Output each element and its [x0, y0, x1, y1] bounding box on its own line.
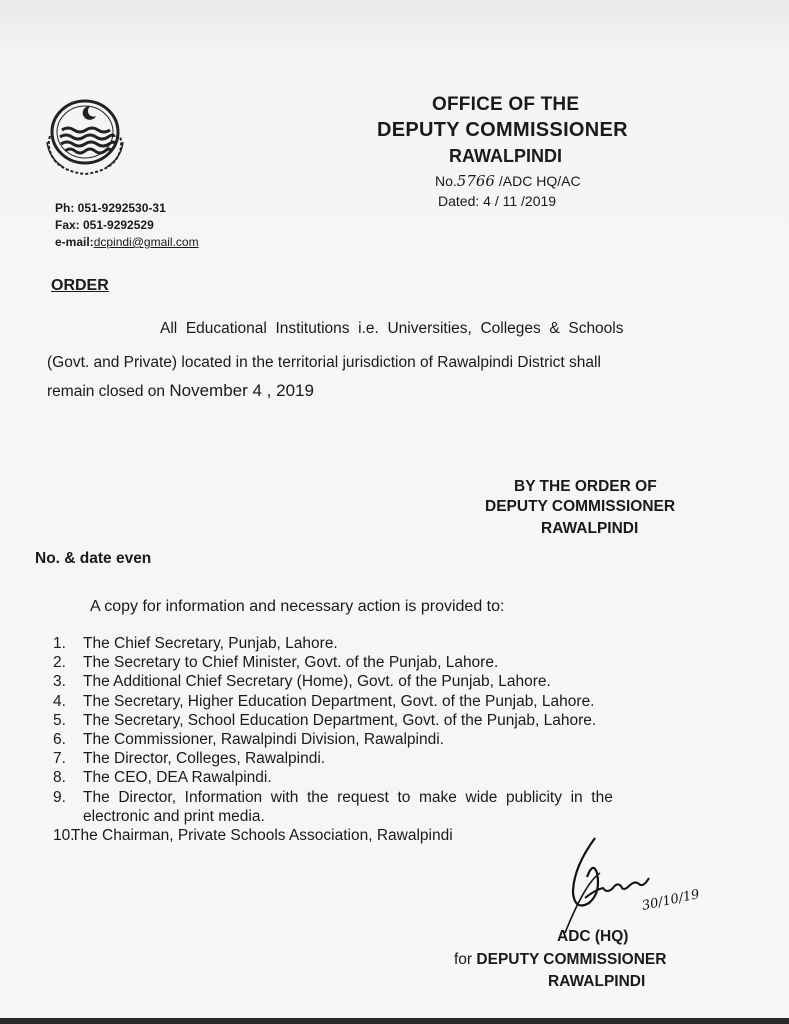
recipient-text: The Chief Secretary, Punjab, Lahore.	[83, 635, 338, 652]
order-heading: ORDER	[51, 277, 109, 294]
recipient-text: The Director, Colleges, Rawalpindi.	[83, 750, 326, 768]
reference-prefix: No.	[435, 173, 457, 189]
recipient-number: 5.	[53, 711, 66, 729]
recipient-text: The Chairman, Private Schools Association, Rawalpindi	[71, 826, 453, 844]
recipient-number: 8.	[53, 769, 66, 787]
recipient-number: 10.	[53, 826, 75, 844]
order-text-line1: All Educational Institutions i.e. Universities, Colleges & Schools	[160, 320, 624, 337]
recipient-text: The Secretary to Chief Minister, Govt. of the Punjab, Lahore.	[83, 654, 499, 672]
recipient-item	[53, 768, 753, 787]
phone-number: Ph: 051-9292530-31	[55, 201, 166, 215]
reference-number	[435, 172, 581, 190]
email-line	[55, 235, 199, 249]
handwritten-signature	[555, 828, 715, 938]
recipient-item	[53, 807, 753, 826]
by-order-line2: DEPUTY COMMISSIONER	[485, 498, 676, 515]
recipient-number: 9.	[53, 788, 66, 806]
office-heading-line1: OFFICE OF THE	[432, 94, 580, 115]
order-text-line2: (Govt. and Private) located in the territorial jurisdiction of Rawalpindi District shall	[47, 354, 601, 371]
recipient-number: 7.	[53, 750, 66, 768]
punjab-emblem-icon	[42, 92, 128, 178]
office-heading-line2: DEPUTY COMMISSIONER	[377, 119, 628, 141]
recipient-text: The Secretary, Higher Education Department, Govt. of the Punjab, Lahore.	[83, 692, 595, 710]
number-date-even: No. & date even	[35, 550, 152, 567]
recipient-item	[53, 788, 753, 807]
email-address: dcpindi@gmail.com	[93, 235, 199, 249]
reference-handwritten-number: 5766	[456, 172, 495, 190]
recipient-text: The Director, Information with the request to make wide publicity in the	[83, 788, 613, 806]
reference-suffix: /ADC HQ/AC	[494, 173, 581, 189]
recipient-item	[53, 749, 753, 768]
recipient-number: 4.	[53, 692, 66, 710]
recipient-text: The Commissioner, Rawalpindi Division, Rawalpindi.	[83, 730, 444, 748]
order-text-closed: remain closed on	[47, 383, 170, 400]
recipient-item	[53, 634, 753, 653]
recipient-text: The Additional Chief Secretary (Home), Govt. of the Punjab, Lahore.	[83, 673, 551, 691]
recipient-text: The CEO, DEA Rawalpindi.	[83, 769, 272, 787]
recipient-item	[53, 672, 753, 691]
dated-line: Dated: 4 / 11 /2019	[438, 193, 557, 209]
bottom-edge	[0, 1018, 789, 1024]
signoff-title: ADC (HQ)	[557, 928, 629, 945]
recipient-list	[53, 634, 753, 845]
signature-date: 30/10/19	[640, 887, 701, 914]
recipient-text: electronic and print media.	[83, 807, 265, 825]
recipient-number: 1.	[53, 635, 66, 652]
recipient-item	[53, 711, 753, 730]
copy-intro: A copy for information and necessary action is provided to:	[90, 598, 505, 615]
by-order-line1: BY THE ORDER OF	[514, 478, 657, 495]
fax-number: Fax: 051-9292529	[55, 218, 154, 232]
recipient-number: 3.	[53, 673, 66, 691]
closure-date: November 4 , 2019	[169, 381, 314, 400]
signoff-for-office	[454, 951, 666, 969]
office-heading-line3: RAWALPINDI	[449, 146, 563, 166]
email-label: e-mail:	[55, 235, 94, 249]
recipient-number: 6.	[53, 730, 66, 748]
recipient-text: The Secretary, School Education Department, Govt. of the Punjab, Lahore.	[83, 711, 597, 729]
signoff-for-prefix: for	[454, 951, 477, 968]
by-order-line3: RAWALPINDI	[541, 520, 639, 537]
signoff-office: DEPUTY COMMISSIONER	[476, 951, 667, 968]
recipient-item	[53, 730, 753, 749]
signoff-city: RAWALPINDI	[548, 973, 646, 990]
recipient-item	[53, 653, 753, 672]
recipient-item	[53, 692, 753, 711]
order-text-line3	[47, 381, 314, 401]
recipient-number: 2.	[53, 654, 66, 672]
